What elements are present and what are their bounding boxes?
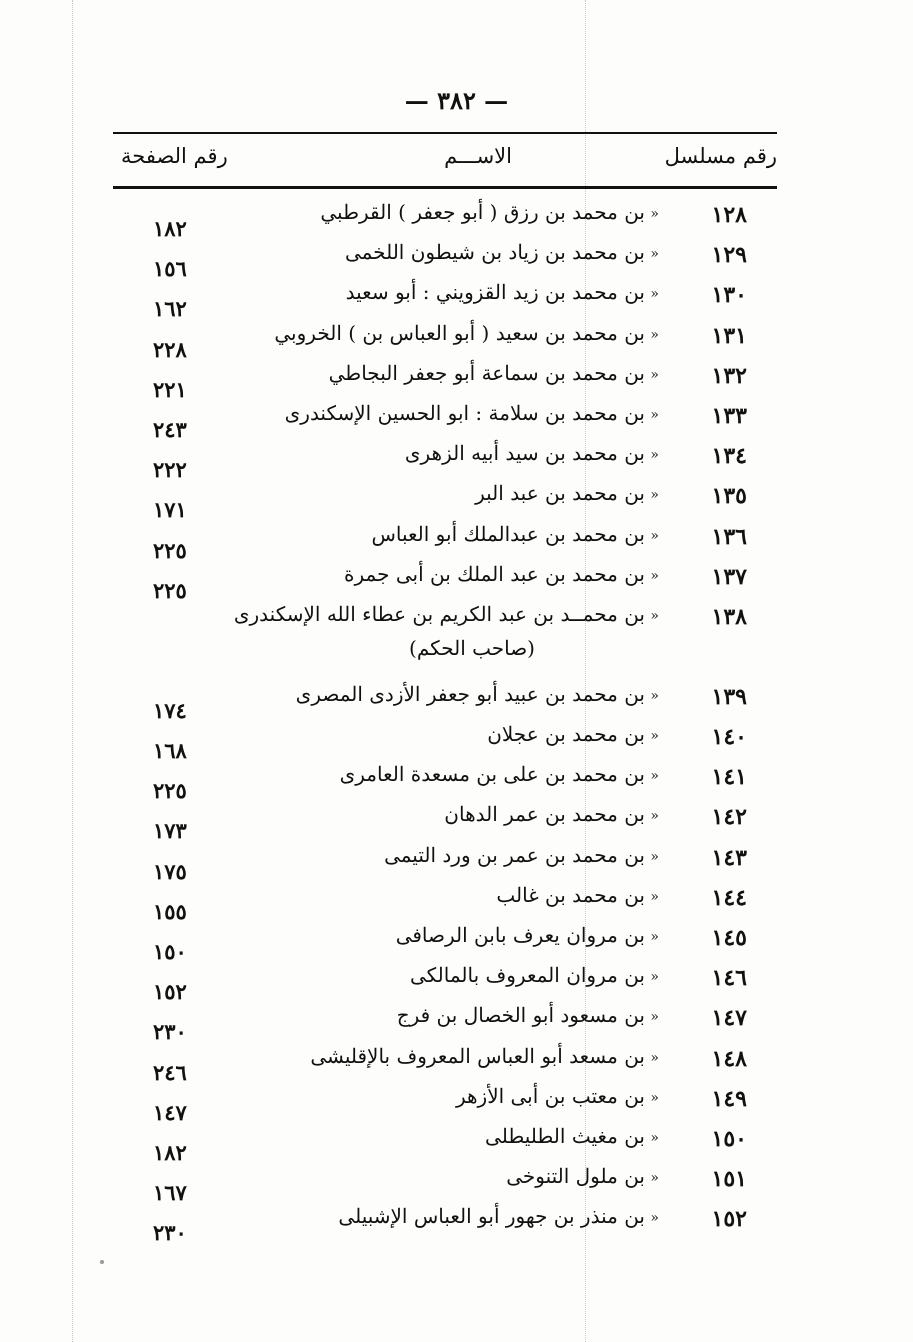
ditto-mark: « [650,687,659,704]
entry-name-text: بن محمد بن رزق ( أبو جعفر ) القرطبي [320,200,645,224]
page-ref: ١٧٥ [153,858,187,884]
serial-number: ١٣١ [711,322,747,349]
ditto-mark: « [650,406,659,423]
entry-name-text: بن مروان المعروف بالمالكى [409,963,645,988]
list-item [113,1122,777,1165]
entry-name [296,682,645,706]
entry-name [444,802,645,826]
page-ref: ١٦٧ [153,1180,187,1206]
serial-number: ١٤٦ [711,965,747,992]
entry-name [405,441,645,465]
page-ref: ١٦٨ [153,738,187,764]
serial-number: ١٤١ [711,764,747,791]
entry-name [274,321,645,345]
page-number: — ٣٨٢ — [404,86,509,115]
list-item [113,1162,777,1206]
serial-number: ١٣٧ [711,563,747,590]
list-item [113,278,777,322]
entry-name [371,522,645,546]
entry-name-text: بن منذر بن جهور أبو العباس الإشبيلى [338,1204,645,1229]
ditto-mark: « [650,969,659,986]
list-item [113,841,777,884]
serial-number: ١٤٥ [711,925,747,951]
ditto-mark: « [650,1170,659,1187]
stray-mark [100,1260,104,1264]
serial-number: ١٣٨ [711,603,747,630]
entry-name-text: بن محمد بن عبد البر [475,481,645,506]
ditto-mark: « [650,808,659,825]
entry-name [310,1044,645,1068]
entry-name-text: بن مسعود أبو الخصال بن فرج [396,1003,645,1028]
header-serial: رقم مسلسل [664,144,777,168]
serial-number: ١٤٩ [711,1085,747,1112]
list-item [113,399,777,442]
list-item [113,1202,777,1246]
serial-number: ١٣٤ [711,443,747,470]
list-item [113,520,777,563]
entry-name-text: بن محمد بن عجلان [487,722,645,747]
ditto-mark: « [650,1129,659,1146]
entry-name [346,280,645,304]
entry-name-text: بن محمد بن سلامة : ابو الحسين الإسكندرى [284,400,645,425]
serial-number: ١٥١ [711,1166,747,1193]
entry-name-continuation: (صاحب الحكم) [409,635,535,660]
header-top-rule [113,132,777,134]
list-item [113,359,777,402]
serial-number: ١٣٦ [711,523,747,550]
serial-number: ١٥٠ [711,1125,747,1152]
ditto-mark: « [650,246,659,263]
entry-name-text: بن محمد بن عبد الملك بن أبى جمرة [344,561,645,586]
page-ref: ١٧٣ [153,818,187,844]
page-ref: ١٧٤ [153,697,187,723]
entry-name [344,562,645,586]
entry-name [340,762,645,786]
list-item [113,238,777,282]
entries-list [113,198,777,1246]
ditto-mark: « [650,527,659,544]
ditto-mark: « [650,1210,659,1227]
entry-name [475,481,645,505]
ditto-mark: « [650,487,659,504]
list-item [113,600,777,680]
entry-name [384,843,645,867]
serial-number: ١٤٢ [711,804,747,831]
serial-number: ١٤٤ [711,884,747,911]
list-item [113,1042,777,1085]
entry-name-text: بن محمد بن سعيد ( أبو العباس بن ) الخروبي [274,320,645,345]
ditto-mark: « [650,447,659,464]
entry-name [410,963,645,987]
serial-number: ١٣٥ [711,483,747,510]
list-item [113,560,777,603]
entry-name-text: بن محمد بن عمر بن ورد التيمى [384,842,645,867]
page-ref: ١٥٢ [153,979,187,1005]
page-ref: ٢٣٠ [153,1019,187,1045]
page-ref: ١٥٥ [153,898,187,924]
page-ref: ١٥٦ [153,256,187,282]
serial-number: ١٣٢ [711,362,747,389]
page-ref: ٢٢٨ [153,336,187,362]
entry-name [506,1164,645,1188]
ditto-mark: « [650,326,659,343]
ditto-mark: « [650,286,659,303]
entry-name-text: بن محمد بن سيد أبيه الزهرى [404,441,645,466]
serial-number: ١٥٢ [711,1206,747,1233]
page-ref: ٢٢٥ [153,537,187,563]
entry-name [487,722,645,746]
entry-name-text: بن محمــد بن عبد الكريم بن عطاء الله الإسكندرى [233,601,645,626]
entry-name [329,361,645,385]
entry-name-text: بن محمد بن على بن مسعدة العامرى [339,762,645,787]
page-ref: ١٥٠ [153,939,187,964]
entry-name-text: بن محمد بن عبدالملك أبو العباس [371,521,645,546]
entry-name [456,1084,645,1108]
page-ref: ١٦٢ [153,296,187,322]
ditto-mark: « [650,929,659,945]
list-item [113,1001,777,1045]
entry-name-text: بن محمد بن عبيد أبو جعفر الأزدى المصرى [295,681,645,706]
entry-name [338,1204,645,1228]
page-ref: ١٨٢ [153,216,187,241]
header-page: رقم الصفحة [121,144,228,168]
header-name: الاســـم [444,144,512,168]
entry-name-text: بن مروان يعرف بابن الرصافى [395,923,645,947]
serial-number: ١٤٣ [711,844,747,871]
page-ref: ٢٤٦ [153,1059,187,1085]
list-item [113,881,777,924]
ditto-mark: « [650,206,659,222]
entry-name-text: بن محمد بن سماعة أبو جعفر البجاطي [328,360,645,385]
fold-line-left [72,0,73,1342]
entry-name-text: بن محمد بن غالب [496,882,645,907]
entry-name [345,240,645,264]
ditto-mark: « [650,888,659,905]
page-ref: ٢٢١ [153,376,187,402]
entry-name [397,1003,645,1027]
page-ref: ١٤٧ [153,1099,187,1125]
list-item [113,1082,777,1125]
entry-name-text: بن مغيث الطليطلى [485,1123,645,1148]
list-item [113,479,777,523]
entry-name-text: بن ملول التنوخى [506,1164,645,1189]
serial-number: ١٤٠ [711,724,747,751]
list-item [113,680,777,723]
entry-name-text: بن محمد بن زياد بن شيطون اللخمى [344,240,645,265]
entry-name [485,1124,645,1148]
entry-name [496,883,645,907]
entry-name-text: بن معتب بن أبى الأزهر [455,1083,645,1108]
page-ref: ٢٢٥ [153,577,187,603]
entry-name [285,401,645,425]
ditto-mark: « [650,567,659,584]
entry-name-text: بن مسعد أبو العباس المعروف بالإقليشى [310,1043,645,1068]
entry-name [320,200,645,224]
list-item [113,720,777,764]
serial-number: ١٣٣ [711,402,747,429]
entry-name-text: بن محمد بن زيد القزويني : أبو سعيد [345,280,645,305]
serial-number: ١٢٨ [711,202,747,228]
serial-number: ١٤٧ [711,1005,747,1032]
ditto-mark: « [650,366,659,383]
serial-number: ١٣٠ [711,282,747,309]
list-item [113,198,777,241]
ditto-mark: « [650,728,659,745]
table-header [113,140,777,189]
entry-name [234,602,645,660]
page-ref: ٢٢٥ [153,778,187,804]
ditto-mark: « [650,607,659,624]
serial-number: ١٤٨ [711,1045,747,1072]
list-item [113,800,777,844]
ditto-mark: « [650,768,659,785]
page-ref: ١٧١ [153,497,187,523]
list-item [113,961,777,1005]
list-item [113,439,777,483]
ditto-mark: « [650,1089,659,1106]
ditto-mark: « [650,1049,659,1066]
ditto-mark: « [650,1009,659,1026]
page-ref: ٢٤٣ [153,416,187,442]
list-item [113,921,777,964]
serial-number: ١٣٩ [711,683,747,710]
list-item [113,319,777,362]
serial-number: ١٢٩ [711,242,747,269]
entry-name [396,923,645,947]
page-ref: ٢٣٠ [153,1220,187,1246]
page-ref: ٢٢٢ [153,457,187,483]
ditto-mark: « [650,848,659,865]
list-item [113,760,777,804]
entry-name-text: بن محمد بن عمر الدهان [444,802,645,827]
page-ref: ١٨٢ [153,1139,187,1165]
